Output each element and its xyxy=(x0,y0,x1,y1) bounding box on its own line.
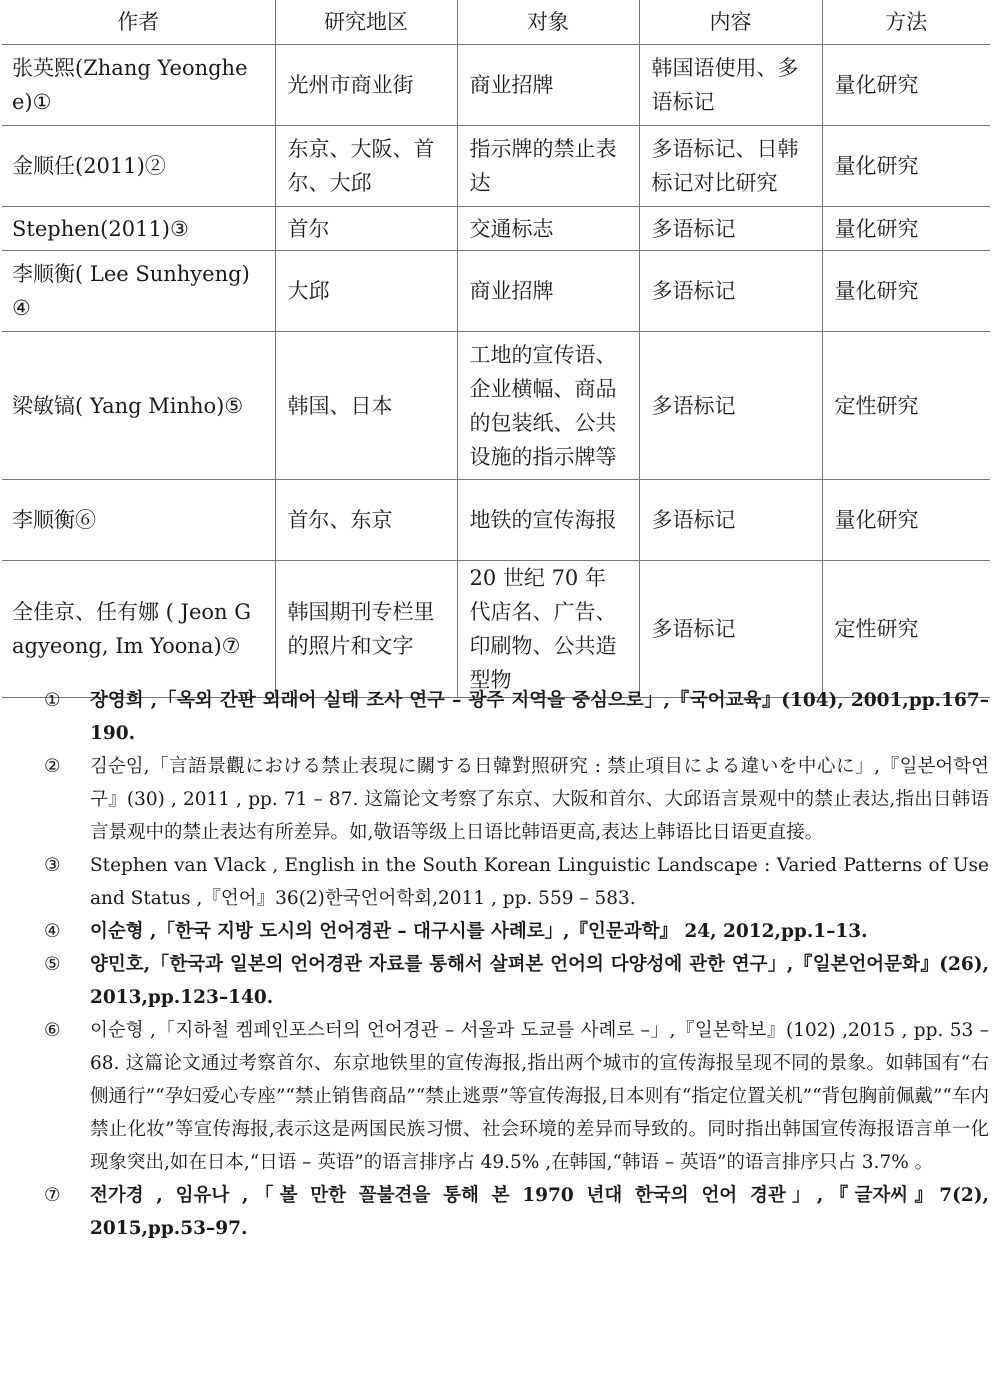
cell-method: 量化研究 xyxy=(822,126,990,207)
cell-content: 多语标记 xyxy=(639,332,822,480)
cell-content: 多语标记 xyxy=(639,561,822,698)
cell-method: 定性研究 xyxy=(822,332,990,480)
research-table xyxy=(2,0,990,698)
footnote-text: Stephen van Vlack , English in the South Korean Linguistic Landscape : Varied Patterns of Use and Status ,『언어』36(2)한국언어학회,2011 , pp. 559 – 583. xyxy=(90,855,989,909)
cell-method: 量化研究 xyxy=(822,207,990,251)
cell-author: 金顺任(2011)② xyxy=(2,126,275,207)
cell-region: 韩国、日本 xyxy=(275,332,457,480)
table-header-row xyxy=(2,0,990,45)
cell-region: 首尔、东京 xyxy=(275,480,457,561)
cell-region: 韩国期刊专栏里的照片和文字 xyxy=(275,561,457,698)
cell-object: 地铁的宣传海报 xyxy=(457,480,639,561)
header-region: 研究地区 xyxy=(275,0,457,45)
footnote-text: 장영희 ,「옥외 간판 외래어 실태 조사 연구 – 광주 지역을 중심으로」,『국어교육』(104), 2001,pp.167–190. xyxy=(90,690,989,744)
cell-object: 交通标志 xyxy=(457,207,639,251)
footnote xyxy=(0,849,993,915)
footnote-number: ⑥ xyxy=(44,1020,61,1041)
cell-object: 工地的宣传语、企业横幅、商品的包装纸、公共设施的指示牌等 xyxy=(457,332,639,480)
cell-object: 20 世纪 70 年代店名、广告、印刷物、公共造型物 xyxy=(457,561,639,698)
footnote-text: 김순임,「言語景觀における禁止表現に關する日韓對照研究 : 禁止項目による違いを中心に」,『일본어학연구』(30) , 2011 , pp. 71 – 87. 这篇论文考察了东京、大阪和首尔、大邱语言景观中的禁止表达,指出日韩语言景观中的禁止表达有所差异。如,敬语等级上日语比韩语更高,表达上韩语比日语更直接。 xyxy=(90,756,989,843)
footnote xyxy=(0,915,993,948)
footnote xyxy=(0,750,993,849)
cell-method: 定性研究 xyxy=(822,561,990,698)
cell-author: 李顺衡( Lee Sunhyeng)④ xyxy=(2,251,275,332)
header-content: 内容 xyxy=(639,0,822,45)
cell-author: Stephen(2011)③ xyxy=(2,207,275,251)
cell-author: 李顺衡⑥ xyxy=(2,480,275,561)
table-row xyxy=(2,561,990,698)
cell-region: 东京、大阪、首尔、大邱 xyxy=(275,126,457,207)
cell-region: 大邱 xyxy=(275,251,457,332)
footnote-number: ⑦ xyxy=(44,1185,61,1206)
cell-content: 多语标记、日韩标记对比研究 xyxy=(639,126,822,207)
cell-content: 多语标记 xyxy=(639,207,822,251)
cell-region: 首尔 xyxy=(275,207,457,251)
cell-content: 韩国语使用、多语标记 xyxy=(639,45,822,126)
header-method: 方法 xyxy=(822,0,990,45)
footnote-text: 이순형 ,「지하철 켐페인포스터의 언어경관 – 서울과 도쿄를 사례로 –」,『일본학보』(102) ,2015 , pp. 53 – 68. 这篇论文通过考察首尔、东京地铁里的宣传海报,指出两个城市的宣传海报呈现不同的景象。如韩国有“右侧通行”“孕妇爱心专座”“禁止销售商品”“禁止逃票”等宣传海报,日本则有“指定位置关机”“背包胸前佩戴”“车内禁止化妆”等宣传海报,表示这是两国民族习惯、社会环境的差异而导致的。同时指出韩国宣传海报语言单一化现象突出,如在日本,“日语 – 英语”的语言排序占 49.5% ,在韩国,“韩语 – 英语”的语言排序只占 3.7% 。 xyxy=(90,1020,989,1173)
cell-object: 指示牌的禁止表达 xyxy=(457,126,639,207)
table-row xyxy=(2,251,990,332)
footnote-text: 전가경 , 임유나 ,「볼 만한 꼴불견을 통해 본 1970 년대 한국의 언어 경관」,『글자씨』7(2), 2015,pp.53–97. xyxy=(90,1185,989,1239)
cell-content: 多语标记 xyxy=(639,480,822,561)
cell-content: 多语标记 xyxy=(639,251,822,332)
footnote-number: ① xyxy=(44,690,61,711)
footnote-number: ② xyxy=(44,756,61,777)
header-object: 对象 xyxy=(457,0,639,45)
table-row xyxy=(2,126,990,207)
cell-object: 商业招牌 xyxy=(457,45,639,126)
cell-method: 量化研究 xyxy=(822,480,990,561)
table-row xyxy=(2,207,990,251)
cell-region: 光州市商业街 xyxy=(275,45,457,126)
table-row xyxy=(2,332,990,480)
footnote xyxy=(0,948,993,1014)
footnote xyxy=(0,684,993,750)
footnotes xyxy=(0,684,993,1245)
cell-author: 梁敏镐( Yang Minho)⑤ xyxy=(2,332,275,480)
footnote-number: ③ xyxy=(44,855,61,876)
footnote-text: 이순형 ,「한국 지방 도시의 언어경관 – 대구시를 사례로」,『인문과학』 24, 2012,pp.1–13. xyxy=(90,921,868,942)
footnote xyxy=(0,1014,993,1179)
footnote-number: ④ xyxy=(44,921,61,942)
footnote-number: ⑤ xyxy=(44,954,61,975)
footnote-text: 양민호,「한국과 일본의 언어경관 자료를 통해서 살펴본 언어의 다양성에 관한 연구」,『일본언어문화』(26), 2013,pp.123–140. xyxy=(90,954,989,1008)
cell-method: 量化研究 xyxy=(822,45,990,126)
cell-method: 量化研究 xyxy=(822,251,990,332)
footnote xyxy=(0,1179,993,1245)
header-author: 作者 xyxy=(2,0,275,45)
cell-author: 全佳京、任有娜 ( Jeon Gagyeong, Im Yoona)⑦ xyxy=(2,561,275,698)
table-row xyxy=(2,480,990,561)
cell-author: 张英熙(Zhang Yeonghee)① xyxy=(2,45,275,126)
table-row xyxy=(2,45,990,126)
cell-object: 商业招牌 xyxy=(457,251,639,332)
